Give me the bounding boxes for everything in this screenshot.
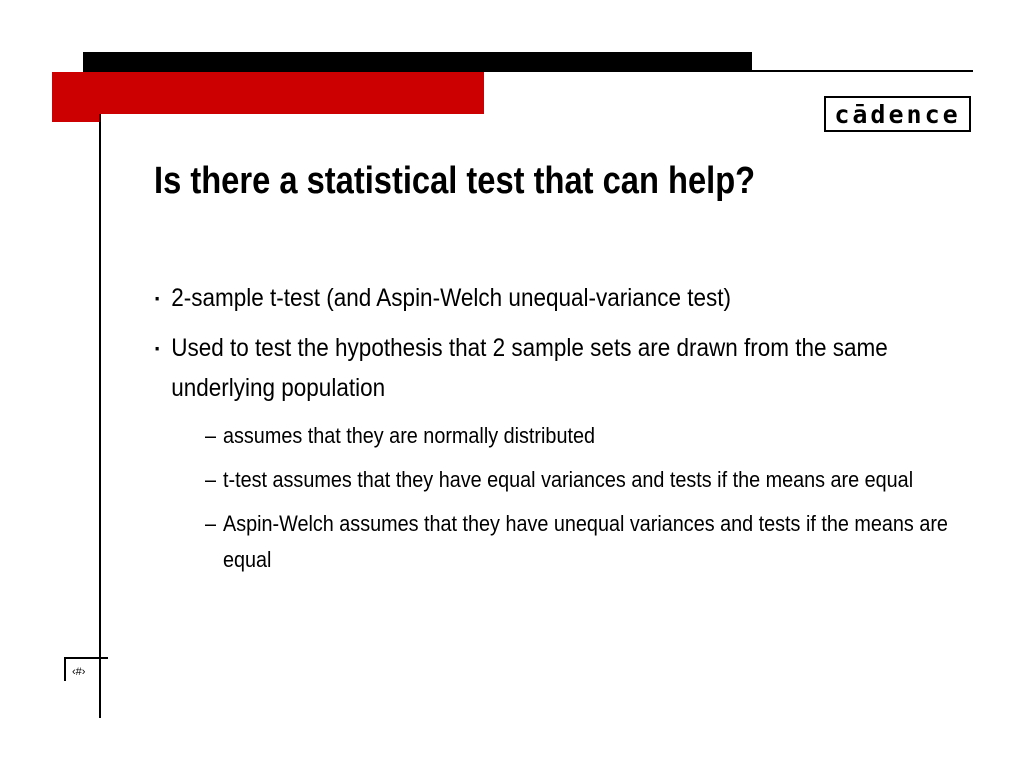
cadence-logo: cādence (824, 96, 971, 132)
bullet-text: Used to test the hypothesis that 2 sample sets are drawn from the same underlying population (171, 334, 888, 402)
square-bullet-icon: ▪ (155, 290, 160, 306)
left-vertical-rule (99, 114, 101, 718)
footer-corner-rule (64, 657, 108, 659)
bullet-text: 2-sample t-test (and Aspin-Welch unequal-variance test) (171, 284, 732, 312)
header-red-tab (52, 114, 100, 122)
slide-title: Is there a statistical test that can help? (154, 160, 756, 202)
sub-bullet-text: assumes that they are normally distributed (223, 423, 595, 448)
square-bullet-icon: ▪ (155, 340, 160, 356)
bullet-list (155, 278, 975, 586)
header-black-bar (83, 52, 752, 72)
sub-bullet-text: t-test assumes that they have equal variances and tests if the means are equal (223, 467, 914, 492)
dash-bullet-icon: – (205, 511, 217, 536)
page-number: ‹#› (72, 666, 86, 678)
dash-bullet-icon: – (205, 467, 217, 492)
sub-bullet-item (205, 506, 970, 578)
header-rule (752, 70, 973, 72)
bullet-item (155, 328, 963, 408)
dash-bullet-icon: – (205, 423, 217, 448)
header-red-bar (52, 72, 484, 114)
sub-bullet-item (205, 418, 970, 454)
sub-bullet-item (205, 462, 970, 498)
bullet-item (155, 278, 963, 318)
footer-corner-rule-vertical (64, 657, 66, 681)
sub-bullet-text: Aspin-Welch assumes that they have unequal variances and tests if the means are equal (223, 511, 948, 572)
